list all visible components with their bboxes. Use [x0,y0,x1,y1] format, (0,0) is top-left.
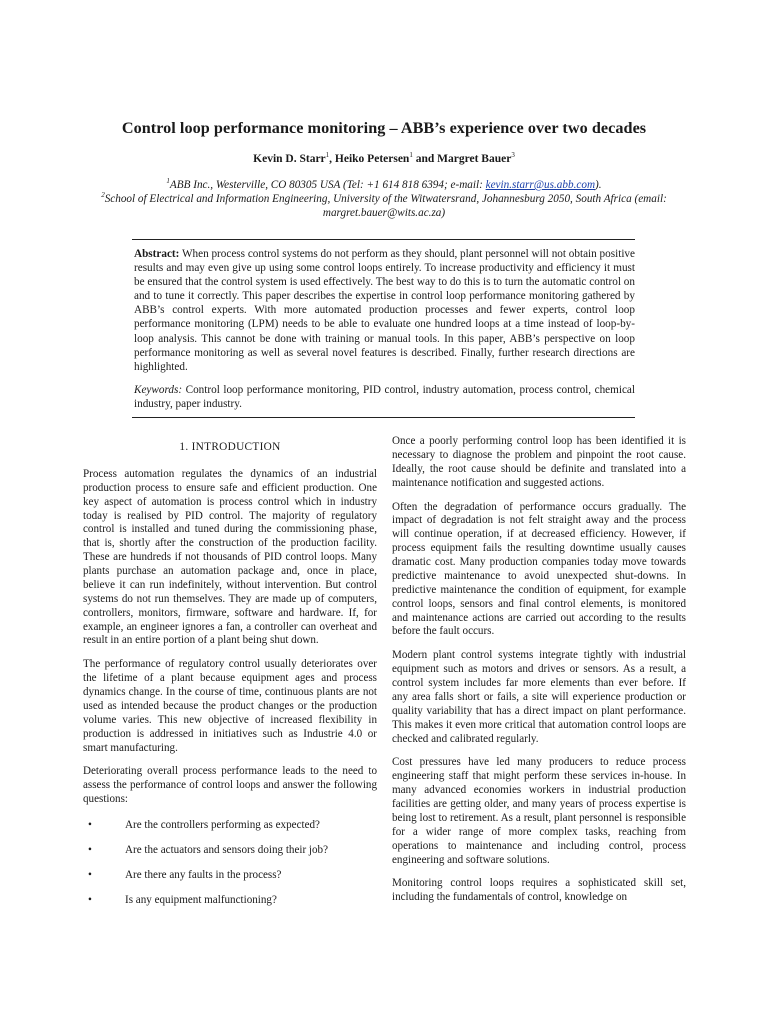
keywords-label: Keywords: [134,383,183,396]
right-column [392,435,686,915]
author-name: Margret Bauer [437,153,512,165]
body-paragraph: Often the degradation of performance occurs gradually. The impact of degradation is not felt straight away and the process will continue operation, if at decreased efficiency. However, if process equipment fails the resulting downtime usually causes dramatic cost. Many production companies today move towards predictive maintenance to avoid unexpected shut-downs. In predictive maintenance the condition of equipment, for example control loops, sensors and final control elements, is monitored and maintenance actions are carried out according to the results before the fault occurs. [392,500,686,638]
body-paragraph: Deteriorating overall process performance leads to the need to assess the performance of control loops and answer the following questions: [83,765,377,806]
abstract-paragraph [134,247,635,374]
abstract-text: When process control systems do not perform as they should, plant personnel will not obtain positive results and may even give up using some control loops entirely. To increase productivity and efficiency it must be ensured that the control system is used effectively. The best way to do this is to turn the automatic control on and to tune it correctly. This paper describes the expertise in control loop performance monitoring gathered by ABB’s control experts. With more automated production processes and fewer experts, control loop performance monitoring (LPM) needs to be able to evaluate one hundred loops at a time instead of loop-by-loop analysis. This cannot be done with training or manual tools. In this paper, ABB’s perspective on loop performance monitoring as well as several novel features is described. Finally, further research directions are highlighted. [134,248,635,373]
body-paragraph: Monitoring control loops requires a sophisticated skill set, including the fundamentals of control, knowledge on [392,877,686,904]
list-item: • Are the controllers performing as expected? [88,819,320,831]
keywords-paragraph [134,383,635,411]
author-list: Kevin D. Starr$^1$, Heiko Petersen$^1$ and Margret Bauer$^3$ [253,151,515,165]
abstract-box [132,239,635,418]
abstract-label: Abstract: [134,248,180,260]
author-email-link[interactable]: kevin.starr@us.abb.com [485,179,596,191]
author-affil-mark: 1 [325,151,330,159]
body-paragraph: Cost pressures have led many producers to reduce process engineering staff that might perform these services in-house. In many advanced economies workers in industrial production facilities are getting older, and many years of process expertise is being lost to retirement. As a result, plant personnel is responsible for a wider range of more complex tasks, reaching from operations to maintenance and including control, process engineering and software solutions. [392,756,686,866]
affiliation-1: $^1$ABB Inc., Westerville, CO 80305 USA (Tel: +1 614 818 6394; e-mail: kevin.starr@us.abb.com). [166,177,602,191]
list-item: • Is any equipment malfunctioning? [88,893,277,906]
bullet-marker: • [88,843,92,856]
list-item: • Are the actuators and sensors doing their job? [88,843,329,856]
paper-title: Control loop performance monitoring – ABB’s experience over two decades [121,119,647,137]
body-paragraph: The performance of regulatory control usually deteriorates over the lifetime of a plant because equipment ages and process dynamics change. In the course of time, continuous plants are not used as intended because the product changes or the production volume varies. This new objective of increased flexibility in production is addressed in initiatives such as Industrie 4.0 or smart manufacturing. [83,658,377,754]
bullet-marker: • [88,893,92,906]
list-item: • Are there any faults in the process? [88,868,282,881]
affiliation-2: $^2$School of Electrical and Information Engineering, University of the Witwatersrand, Johannesburg 2050, South Africa (email: margret.bauer@wits.ac.za) [101,191,667,219]
author-affil-mark: 1 [409,151,413,159]
body-paragraph: Once a poorly performing control loop has been identified it is necessary to diagnose the problem and pinpoint the root cause. Ideally, the root cause should be definite and translated into a maintenance notification and suggested actions. [392,435,686,489]
body-paragraph: Process automation regulates the dynamics of an industrial production process to ensure safe and efficient production. One key aspect of automation is process control which in industry today is realised by PID control. The majority of regulatory control is installed and tuned during the commissioning phase, that is, shortly after the construction of the production facility. These are hundreds if not thousands of PID control loops. Many plants purchase an automation package and, once in place, believe it can run indefinitely, without intervention. But control systems do not run themselves. They are made up of computers, controllers, monitors, firmware, software and hardware. If, for example, an engineer ignores a fan, a controller can overheat and result in an entire portion of a plant being shut down. [83,467,377,647]
author-affil-mark: 3 [511,151,515,159]
author-name: Kevin D. Starr [253,153,326,165]
section-heading: 1. INTRODUCTION [179,441,281,453]
question-list [83,819,377,908]
keywords-text: Control loop performance monitoring, PID control, industry automation, process control, chemical industry, paper industry. [134,383,635,410]
body-paragraph: Modern plant control systems integrate tightly with industrial equipment such as motors and drives or sensors. As a result, a control system includes far more elements than ever before. If any area falls short or fails, a site will experience production or quality variability that has a direct impact on plant performance. This makes it even more critical that automation control loops are checked and calibrated regularly. [392,649,686,745]
author-name: Heiko Petersen [334,153,410,165]
bullet-marker: • [88,819,92,831]
bullet-marker: • [88,868,92,881]
left-column [83,441,377,919]
